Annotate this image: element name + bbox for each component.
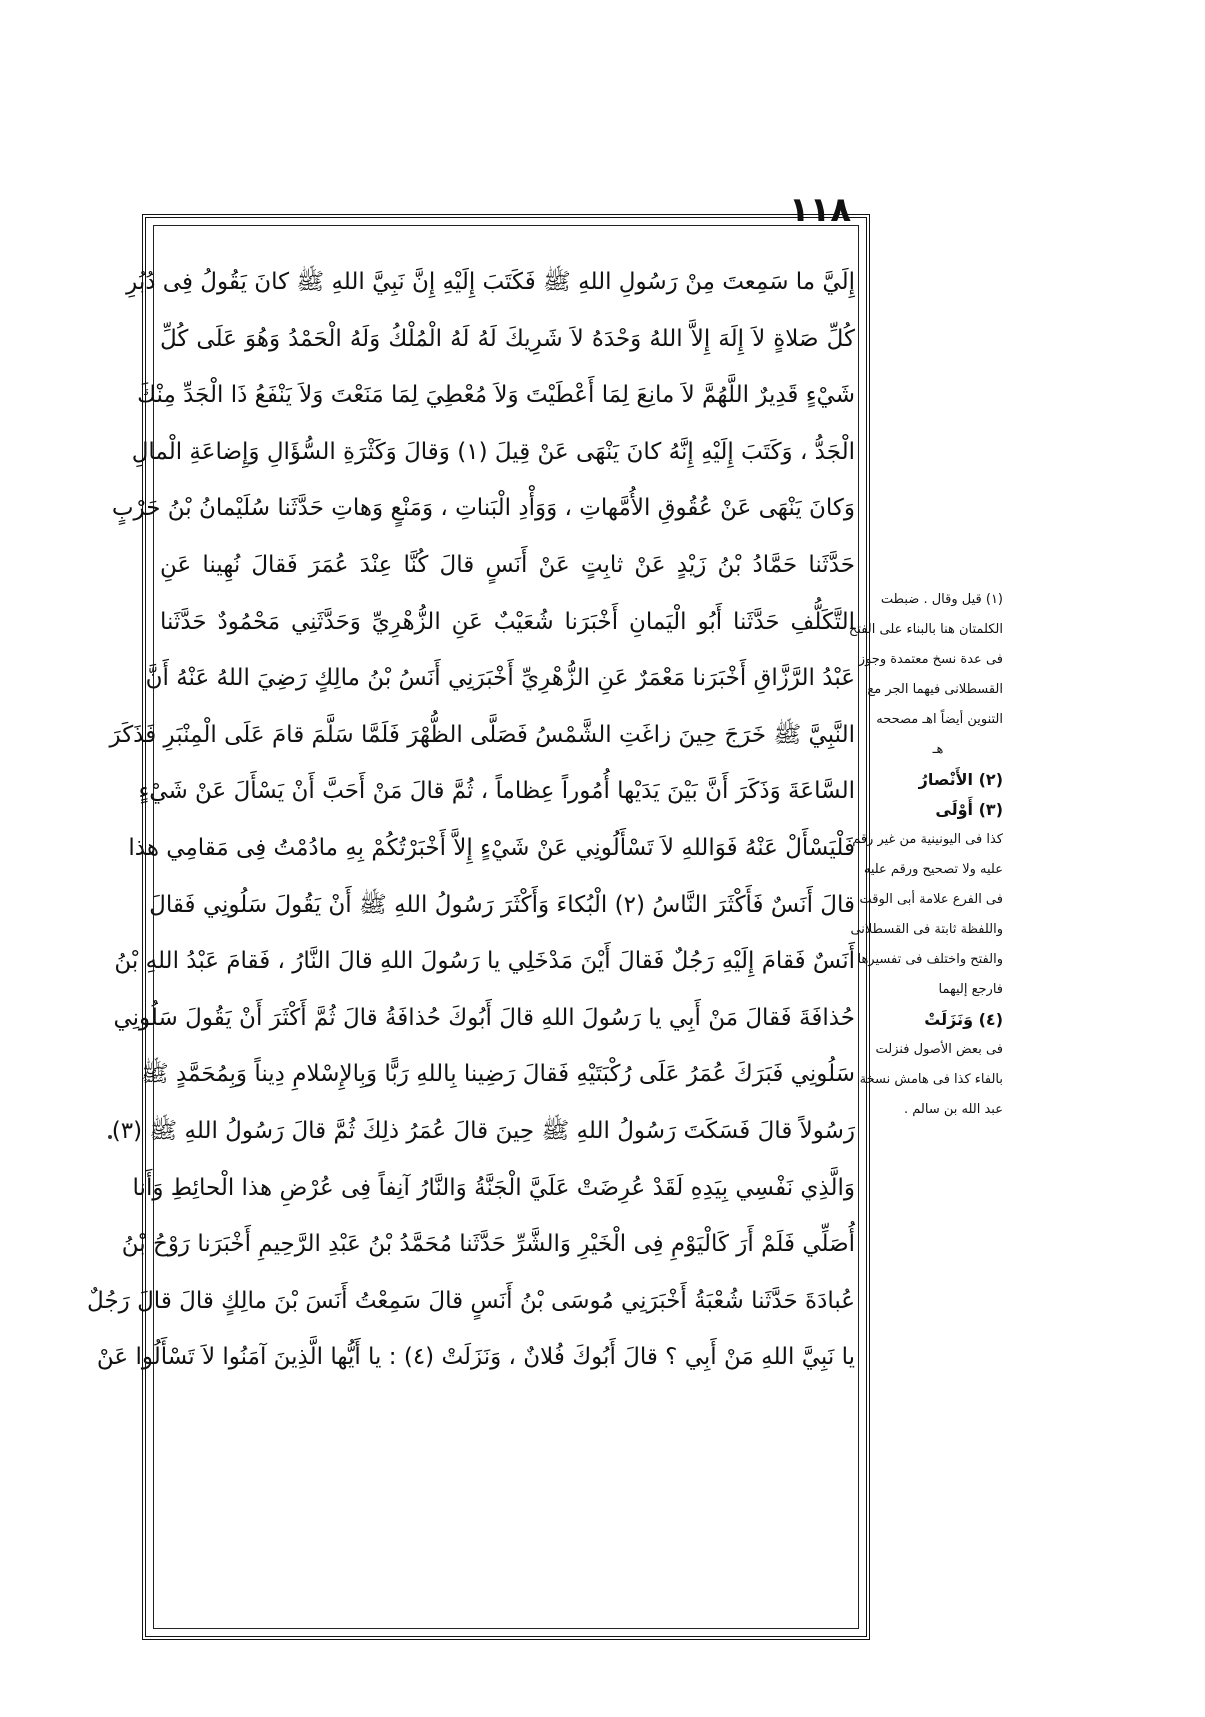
note-line: فى بعض الأصول فنزلت bbox=[875, 1042, 1003, 1057]
note-heading: (٤) وَنَزَلَتْ bbox=[924, 1010, 1003, 1029]
note-line: هـ bbox=[932, 742, 944, 757]
page-number: ١١٨ bbox=[788, 190, 852, 230]
text-line: كُلِّ صَلاةٍ لاَ إِلَهَ إِلاَّ اللهُ وَحْدَهُ لاَ شَرِيكَ لَهُ لَهُ الْمُلْكُ وَلَهُ الْحَمْدُ وَهُوَ عَلَى كُلِّ bbox=[160, 325, 855, 352]
note-line: التنوين أيضاً اهـ مصححه bbox=[876, 712, 1003, 727]
text-line: أَنَسٌ فَقامَ إِلَيْهِ رَجُلٌ فَقالَ أَيْنَ مَدْخَلِي يا رَسُولَ اللهِ قالَ النَّارُ ، فَقامَ عَبْدُ اللهِ بْنُ bbox=[114, 948, 855, 975]
note-line: فارجع إليهما bbox=[938, 982, 1003, 997]
text-line: أُصَلِّي فَلَمْ أَرَ كَالْيَوْمِ فِى الْخَيْرِ وَالشَّرِّ حَدَّثَنا مُحَمَّدُ بْنُ عَبْدِ الرَّحِيمِ أَخْبَرَنا رَوْحُ بْنُ bbox=[121, 1231, 855, 1258]
margin-dot bbox=[108, 1135, 112, 1139]
text-line: الْجَدُّ ، وَكَتَبَ إِلَيْهِ إِنَّهُ كانَ يَنْهَى عَنْ قِيلَ (١) وَقالَ وَكَثْرَةِ السُّؤَالِ وَإِضاعَةِ الْمالِ bbox=[131, 438, 855, 465]
text-line: عَبْدُ الرَّزَّاقِ أَخْبَرَنا مَعْمَرٌ عَنِ الزُّهْرِيِّ أَخْبَرَنِي أَنَسُ بْنُ مالِكٍ رَضِيَ اللهُ عَنْهُ أَنَّ bbox=[145, 665, 855, 692]
note-heading: (٢) الأَنْصارُ bbox=[918, 770, 1003, 789]
note-line: بالفاء كذا فى هامش نسخة bbox=[859, 1072, 1003, 1087]
text-line: النَّبِيَّ ﷺ خَرَجَ حِينَ زاغَتِ الشَّمْسُ فَصَلَّى الظُّهْرَ فَلَمَّا سَلَّمَ قامَ عَلَى الْمِنْبَرِ فَذَكَرَ bbox=[109, 721, 855, 748]
note-line: واللفظة ثابتة فى القسطلانى bbox=[850, 922, 1003, 937]
note-line: فى الفرع علامة أبى الوقت bbox=[859, 892, 1003, 907]
text-line: وَكانَ يَنْهَى عَنْ عُقُوقِ الأُمَّهاتِ ، وَوَأْدِ الْبَناتِ ، وَمَنْعٍ وَهاتِ حَدَّثَنا سُلَيْمانُ بْنُ حَرْبٍ bbox=[111, 495, 855, 522]
note-line: كذا فى اليونينية من غير رقم bbox=[852, 832, 1003, 847]
text-line: حَدَّثَنا حَمَّادُ بْنُ زَيْدٍ عَنْ ثابِتٍ عَنْ أَنَسٍ قالَ كُنَّا عِنْدَ عُمَرَ فَقالَ نُهِينا عَنِ bbox=[160, 551, 855, 578]
note-line: والفتح واختلف فى تفسيرها bbox=[857, 952, 1003, 967]
text-line: فَلْيَسْأَلْ عَنْهُ فَوَاللهِ لاَ تَسْأَلُونِي عَنْ شَيْءٍ إِلاَّ أَخْبَرْتُكُمْ بِهِ مادُمْتُ فِى مَقامِي هذا bbox=[128, 834, 855, 861]
note-line: عليه ولا تصحيح ورقم عليه bbox=[863, 862, 1003, 877]
note-line: عبد الله بن سالم . bbox=[904, 1102, 1003, 1117]
note-line: الكلمتان هنا بالبناء على الفتح bbox=[848, 622, 1003, 637]
text-line: السَّاعَةَ وَذَكَرَ أَنَّ بَيْنَ يَدَيْها أُمُوراً عِظاماً ، ثُمَّ قالَ مَنْ أَحَبَّ أَنْ يَسْأَلَ عَنْ شَيْءٍ bbox=[138, 778, 855, 805]
margin-notes bbox=[848, 585, 1003, 1125]
text-line: يا نَبِيَّ اللهِ مَنْ أَبِي ؟ قالَ أَبُوكَ فُلانٌ ، وَنَزَلَتْ (٤) : يا أَيُّها الَّذِينَ آمَنُوا لاَ تَسْأَلُوا عَنْ bbox=[96, 1344, 855, 1371]
note-heading: (٣) أَوْلَى bbox=[935, 800, 1003, 819]
text-line: قالَ أَنَسٌ فَأَكْثَرَ النَّاسُ (٢) الْبُكاءَ وَأَكْثَرَ رَسُولُ اللهِ ﷺ أَنْ يَقُولَ سَلُونِي فَقالَ bbox=[149, 891, 855, 918]
text-line: وَالَّذِي نَفْسِي بِيَدِهِ لَقَدْ عُرِضَتْ عَلَيَّ الْجَنَّةُ وَالنَّارُ آنِفاً فِى عُرْضِ هذا الْحائِطِ وَأَنا bbox=[132, 1174, 855, 1201]
text-line: عُبادَةَ حَدَّثَنا شُعْبَةُ أَخْبَرَنِي مُوسَى بْنُ أَنَسٍ قالَ سَمِعْتُ أَنَسَ بْنَ مالِكٍ قالَ قالَ رَجُلٌ bbox=[87, 1287, 855, 1314]
text-line: شَيْءٍ قَدِيرٌ اللَّهُمَّ لاَ مانِعَ لِمَا أَعْطَيْتَ وَلاَ مُعْطِيَ لِمَا مَنَعْتَ وَلاَ يَنْفَعُ ذَا الْجَدِّ مِنْكَ bbox=[137, 382, 855, 409]
main-text-block bbox=[87, 254, 855, 1614]
text-line: إِلَيَّ ما سَمِعتَ مِنْ رَسُولِ اللهِ ﷺ فَكَتَبَ إِلَيْهِ إِنَّ نَبِيَّ اللهِ ﷺ كانَ يَقُولُ فِى دُبُرِ bbox=[126, 269, 855, 295]
note-line: القسطلانى فيهما الجر مع bbox=[867, 682, 1003, 697]
text-line: رَسُولاً قالَ فَسَكَتَ رَسُولُ اللهِ ﷺ حِينَ قالَ عُمَرُ ذلِكَ ثُمَّ قالَ رَسُولُ اللهِ ﷺ (٣) bbox=[111, 1117, 855, 1144]
note-line: (١) قيل وقال . ضبطت bbox=[880, 592, 1003, 607]
text-line: التَّكَلُّفِ حَدَّثَنا أَبُو الْيَمانِ أَخْبَرَنا شُعَيْبٌ عَنِ الزُّهْرِيِّ وَحَدَّثَنِي مَحْمُودٌ حَدَّثَنا bbox=[160, 608, 855, 635]
text-line: سَلُونِي فَبَرَكَ عُمَرُ عَلَى رُكْبَتَيْهِ فَقالَ رَضِينا بِاللهِ رَبًّا وَبِالإِسْلامِ دِيناً وَبِمُحَمَّدٍ ﷺ bbox=[140, 1061, 855, 1088]
text-line: حُذافَةَ فَقالَ مَنْ أَبِي يا رَسُولَ اللهِ قالَ أَبُوكَ حُذافَةُ قالَ ثُمَّ أَكْثَرَ أَنْ يَقُولَ سَلُونِي bbox=[113, 1004, 855, 1031]
note-line: فى عدة نسخ معتمدة وجوز bbox=[858, 652, 1003, 667]
